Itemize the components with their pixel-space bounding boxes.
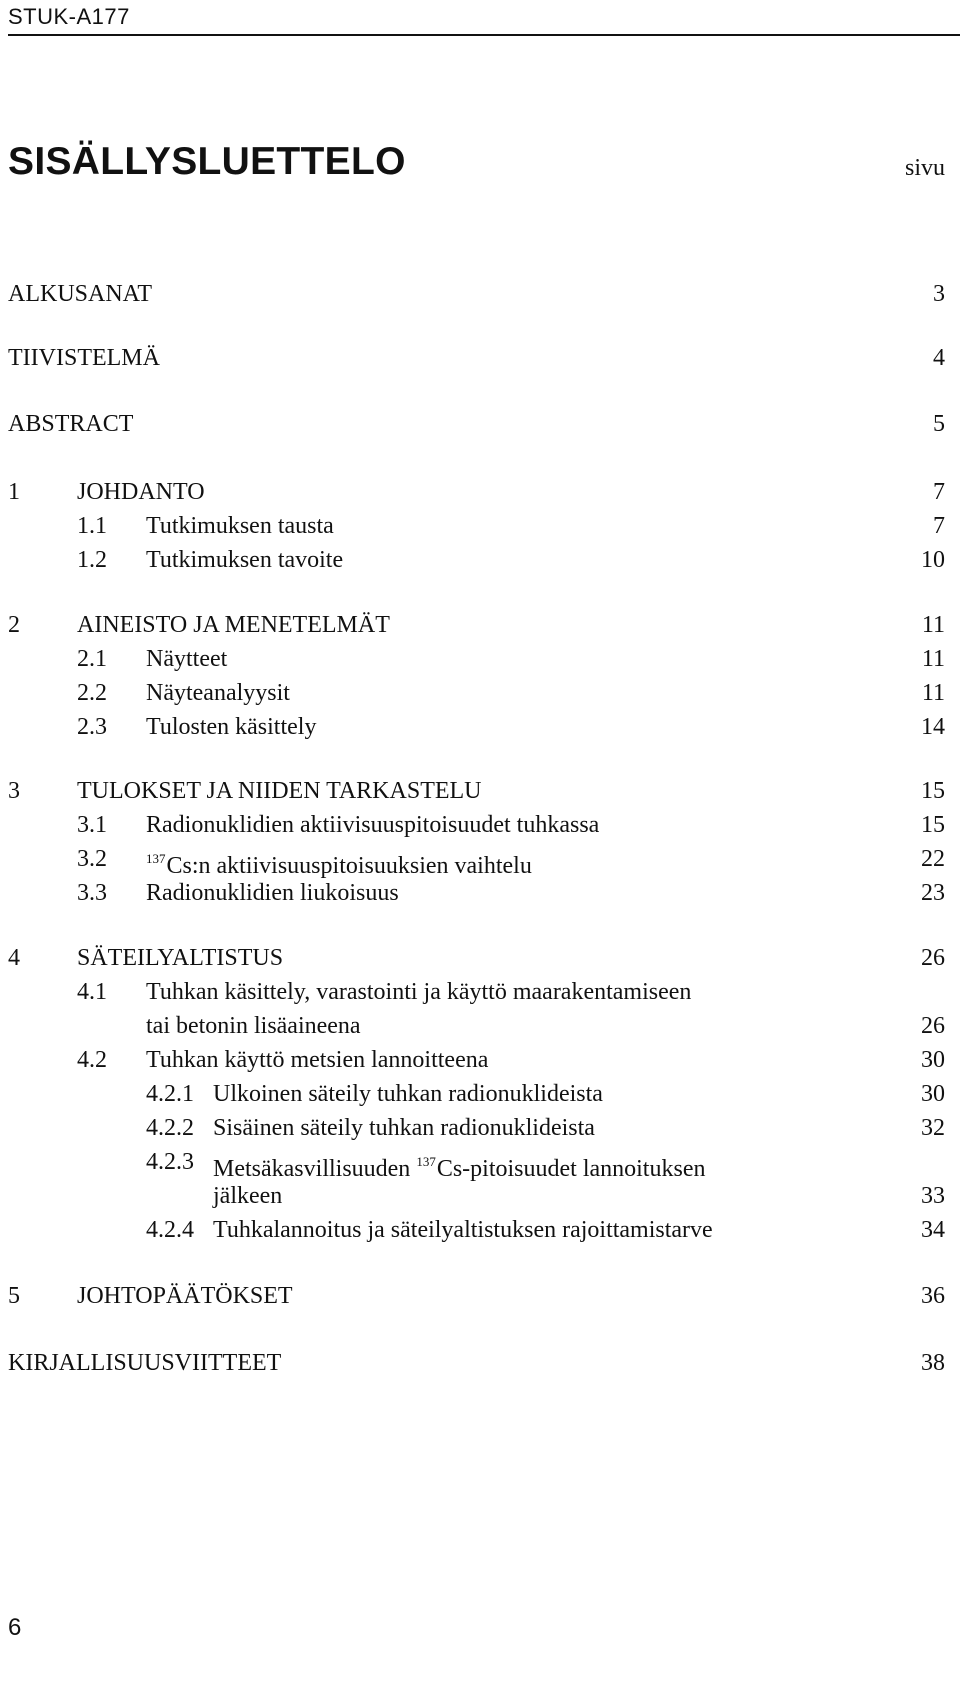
toc-entry-tiivistelma[interactable] bbox=[0, 341, 960, 375]
toc-entry-2-2[interactable] bbox=[0, 676, 960, 710]
toc-entry-page: 11 bbox=[921, 680, 945, 706]
toc-entry-label: TIIVISTELMÄ bbox=[8, 345, 160, 371]
toc-entry-number: 4.2.1 bbox=[146, 1081, 194, 1107]
toc-entry-kirjallisuusviitteet[interactable] bbox=[0, 1346, 960, 1380]
toc-entry-page: 30 bbox=[921, 1081, 945, 1107]
toc-entry-page: 7 bbox=[933, 479, 945, 505]
toc-entry-label: KIRJALLISUUSVIITTEET bbox=[8, 1350, 282, 1376]
toc-entry-label: Metsäkasvillisuuden bbox=[213, 1156, 411, 1182]
toc-entry-number: 1.1 bbox=[77, 513, 107, 539]
toc-entry-page: 14 bbox=[921, 714, 945, 740]
toc-entry-number: 3.3 bbox=[77, 880, 107, 906]
toc-entry-number: 4.2 bbox=[77, 1047, 107, 1073]
toc-entry-number: 2.1 bbox=[77, 646, 107, 672]
toc-entry-page: 15 bbox=[921, 778, 945, 804]
toc-entry-page: 33 bbox=[921, 1183, 945, 1209]
toc-entry-number: 2.2 bbox=[77, 680, 107, 706]
toc-entry-label: jälkeen bbox=[213, 1183, 283, 1209]
toc-entry-label: Sisäinen säteily tuhkan radionuklideista bbox=[213, 1115, 595, 1141]
toc-entry-4-2-4[interactable] bbox=[0, 1213, 960, 1247]
toc-entry-4-2-3-continued[interactable] bbox=[0, 1179, 960, 1213]
isotope-mass-number: 137 bbox=[416, 1154, 436, 1169]
toc-entry-3-2[interactable] bbox=[0, 842, 960, 879]
page-header bbox=[8, 0, 960, 36]
toc-entry-number: 4.2.2 bbox=[146, 1115, 194, 1141]
toc-entry-page: 38 bbox=[921, 1350, 945, 1376]
toc-entry-page: 26 bbox=[921, 945, 945, 971]
toc-entry-label: Näyteanalyysit bbox=[146, 680, 290, 706]
toc-entry-label: JOHDANTO bbox=[77, 479, 205, 505]
toc-entry-label: AINEISTO JA MENETELMÄT bbox=[77, 612, 390, 638]
page-number: 6 bbox=[8, 1614, 22, 1641]
toc-entry-page: 4 bbox=[933, 345, 945, 371]
toc-entry-1-1[interactable] bbox=[0, 509, 960, 543]
toc-entry-page: 5 bbox=[933, 411, 945, 437]
toc-entry-page: 36 bbox=[921, 1283, 945, 1309]
toc-entry-page: 34 bbox=[921, 1217, 945, 1243]
toc-entry-label: Tutkimuksen tavoite bbox=[146, 547, 344, 573]
toc-entry-number: 1 bbox=[8, 479, 20, 505]
toc-entry-4-2-1[interactable] bbox=[0, 1077, 960, 1111]
toc-entry-2[interactable] bbox=[0, 608, 960, 642]
toc-entry-5[interactable] bbox=[0, 1279, 960, 1313]
toc-entry-4-2-3[interactable] bbox=[0, 1145, 960, 1182]
toc-entry-page: 3 bbox=[933, 281, 945, 307]
page-column-label: sivu bbox=[904, 155, 945, 181]
toc-entry-number: 3 bbox=[8, 778, 20, 804]
toc-entry-page: 22 bbox=[921, 846, 945, 872]
toc-entry-label: ALKUSANAT bbox=[8, 281, 152, 307]
toc-entry-number: 1.2 bbox=[77, 547, 107, 573]
toc-entry-label: Cs:n aktiivisuuspitoisuuksien vaihtelu bbox=[166, 853, 532, 879]
toc-entry-page: 26 bbox=[921, 1013, 945, 1039]
toc-entry-label: Tutkimuksen tausta bbox=[146, 513, 334, 539]
toc-entry-label: JOHTOPÄÄTÖKSET bbox=[77, 1283, 293, 1309]
toc-entry-number: 4.2.3 bbox=[146, 1149, 194, 1175]
toc-entry-number: 4.2.4 bbox=[146, 1217, 194, 1243]
toc-title: SISÄLLYSLUETTELO bbox=[8, 140, 406, 183]
toc-entry-page: 32 bbox=[921, 1115, 945, 1141]
toc-entry-2-3[interactable] bbox=[0, 710, 960, 744]
toc-entry-number: 2 bbox=[8, 612, 20, 638]
toc-entry-label: Näytteet bbox=[146, 646, 228, 672]
toc-entry-label: Radionuklidien aktiivisuuspitoisuudet tuhkassa bbox=[146, 812, 600, 838]
toc-entry-page: 23 bbox=[921, 880, 945, 906]
toc-entry-label: Radionuklidien liukoisuus bbox=[146, 880, 399, 906]
toc-entry-label: Tuhkan käyttö metsien lannoitteena bbox=[146, 1047, 489, 1073]
toc-entry-4-1-continued[interactable] bbox=[0, 1009, 960, 1043]
toc-entry-number: 5 bbox=[8, 1283, 20, 1309]
toc-entry-abstract[interactable] bbox=[0, 407, 960, 441]
toc-entry-page: 7 bbox=[933, 513, 945, 539]
toc-entry-4-2-2[interactable] bbox=[0, 1111, 960, 1145]
toc-entry-page: 11 bbox=[921, 646, 945, 672]
toc-entry-label: ABSTRACT bbox=[8, 411, 134, 437]
toc-entry-number: 4 bbox=[8, 945, 20, 971]
toc-entry-3-3[interactable] bbox=[0, 876, 960, 910]
toc-entry-label: Tulosten käsittely bbox=[146, 714, 317, 740]
toc-entry-page: 11 bbox=[921, 612, 945, 638]
toc-entry-3-1[interactable] bbox=[0, 808, 960, 842]
toc-entry-1[interactable] bbox=[0, 475, 960, 509]
toc-entry-label: Tuhkalannoitus ja säteilyaltistuksen rajoittamistarve bbox=[213, 1217, 713, 1243]
toc-entry-4-2[interactable] bbox=[0, 1043, 960, 1077]
toc-entry-number: 3.2 bbox=[77, 846, 107, 872]
toc-entry-page: 30 bbox=[921, 1047, 945, 1073]
toc-entry-alkusanat[interactable] bbox=[0, 277, 960, 311]
toc-entry-label: Ulkoinen säteily tuhkan radionuklideista bbox=[213, 1081, 603, 1107]
toc-entry-4[interactable] bbox=[0, 941, 960, 975]
toc-entry-label: SÄTEILYALTISTUS bbox=[77, 945, 284, 971]
toc-entry-page: 10 bbox=[921, 547, 945, 573]
toc-entry-page: 15 bbox=[921, 812, 945, 838]
toc-entry-number: 3.1 bbox=[77, 812, 107, 838]
toc-entry-number: 2.3 bbox=[77, 714, 107, 740]
toc-entry-label: tai betonin lisäaineena bbox=[146, 1013, 361, 1039]
toc-entry-number: 4.1 bbox=[77, 979, 107, 1005]
toc-entry-label-continued: Cs-pitoisuudet lannoituksen bbox=[436, 1156, 706, 1182]
toc-entry-2-1[interactable] bbox=[0, 642, 960, 676]
isotope-mass-number: 137 bbox=[146, 851, 166, 866]
toc-entry-3[interactable] bbox=[0, 774, 960, 808]
toc-entry-label: Tuhkan käsittely, varastointi ja käyttö maarakentamiseen bbox=[146, 979, 692, 1005]
toc-entry-4-1[interactable] bbox=[0, 975, 960, 1009]
report-series-id: STUK-A177 bbox=[8, 4, 130, 29]
toc-entry-label: TULOKSET JA NIIDEN TARKASTELU bbox=[77, 778, 482, 804]
toc-entry-1-2[interactable] bbox=[0, 543, 960, 577]
